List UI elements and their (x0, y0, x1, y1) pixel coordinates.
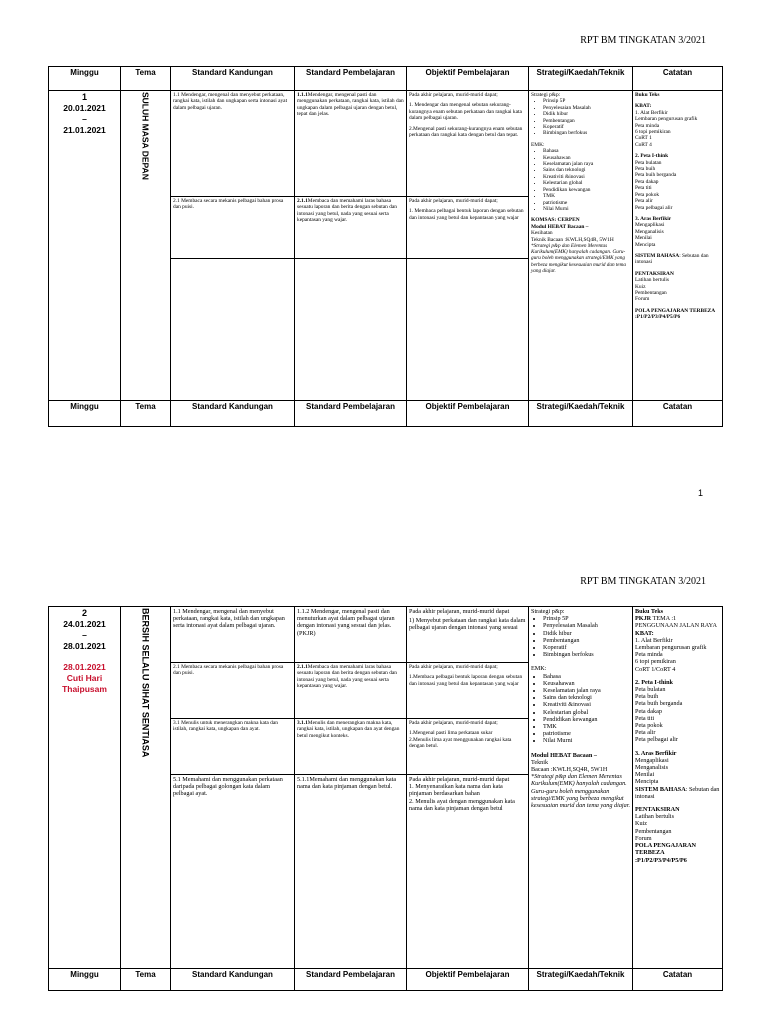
op-line: 1. Membaca pelbagai bentuk laporan dengan sebutan dan intonasi yang betul dan kepantasan yang wajar (409, 208, 524, 221)
empty-cell (407, 259, 529, 401)
sp-text: Mendengar, mengenal pasti dan menggunakan perkataan, rangkai kata, istilah dan ungkapan dalam pelbagai ujaran dengan betul, tepat dan jelas. (297, 92, 404, 118)
kbat-title: KBAT: (635, 103, 652, 110)
week-cell (49, 607, 121, 969)
catatan-cell (633, 607, 723, 969)
emk-list (531, 673, 630, 745)
peta-item: Peta bulatan (635, 159, 662, 166)
sp-cell (295, 91, 407, 197)
table-row (49, 607, 723, 663)
sk-cell: 5.1 Memahami dan menggunakan perkataan daripada pelbagai golongan kata dalam pelbagai ayat. (171, 775, 295, 969)
aras-item: Menilai (635, 235, 652, 242)
list-item: • Kreativiti &inovasi (543, 701, 630, 708)
pent-item: Pembentangan (635, 289, 667, 296)
op-line: Pada akhir pelajaran, murid-murid dapat; (409, 720, 498, 726)
week-number: 2 (81, 608, 87, 618)
catatan-cell (633, 91, 723, 401)
pent-item: Forum (635, 296, 650, 303)
col-strategi: Strategi/Kaedah/Teknik (529, 969, 633, 991)
page-header: RPT BM TINGKATAN 3/2021 (580, 35, 706, 46)
op-cell (407, 663, 529, 719)
strategi-note: *Strategi p&p dan Elemen Merentas Kurikulum(EMK) hanyalah cadangan. Guru-guru boleh menggunakan strategi/EMK yang berbeza mengikut kesesuaian murid dan tema yang diajar. (531, 242, 626, 274)
peta-item: Peta titi (635, 714, 655, 722)
page-header: RPT BM TINGKATAN 3/2021 (580, 576, 706, 587)
strategi-note: *Strategi p&p dan Elemen Merentas Kurikulum(EMK) hanyalah cadangan. Guru-guru boleh menggunakan strategi/EMK yang berbeza mengikut kesesuaian murid dan tema yang diajar. (531, 773, 630, 810)
kbat-title: KBAT: (635, 629, 654, 637)
peta-item: Peta buih berganda (635, 172, 677, 179)
kbat-item: 6 topi pemikiran (635, 658, 676, 666)
list-item: • Sains dan teknologi (543, 694, 630, 701)
kbat-item: CoRT 1 (635, 135, 652, 142)
tema-text: BERSIH SELALU SIHAT SENTIASA (140, 608, 151, 758)
kbat-item: Lembaran pengurusan grafik (635, 644, 707, 652)
page-number: 1 (698, 488, 704, 498)
strategi-title: Strategi p&p: (531, 608, 565, 615)
aras-title: 3. Aras Berfikir (635, 749, 677, 757)
modul-hebat: Modul HEBAT Bacaan – (531, 751, 597, 759)
op-line: 1. Menyenaraikan kata nama dan kata pinjaman berdasarkan bahan (409, 783, 503, 798)
kbat-item: Lembaran pengurusan grafik (635, 116, 698, 123)
emk-title: EMK: (531, 141, 545, 148)
pent-item: Latihan bertulis (635, 277, 669, 284)
col-standard-kandungan: Standard Kandungan (171, 67, 295, 91)
col-strategi: Strategi/Kaedah/Teknik (529, 67, 633, 91)
list-item: • Prinsip 5P (543, 98, 630, 104)
kbat-item: CoRT 4 (635, 141, 652, 148)
pent-item: Kuiz (635, 820, 648, 828)
col-minggu: Minggu (49, 67, 121, 91)
teknik-bacaan: Teknik Bacaan :KWLH,SQ4R, 5W1H (531, 236, 614, 243)
modul-sub: Teknik (531, 758, 549, 766)
kbat-item: 1. Alat Berfikir (635, 636, 673, 644)
col-objektif-pembelajaran: Objektif Pembelajaran (407, 969, 529, 991)
list-item: • Bimbingan berfokus (543, 651, 630, 658)
sp-cell (295, 197, 407, 259)
emk-list (531, 148, 630, 212)
col-minggu: Minggu (49, 401, 121, 427)
kbat-item: 1. Alat Berfikir (635, 109, 668, 116)
kbat-item: 6 topi pemikiran (635, 129, 671, 136)
strategi-cell (529, 91, 633, 401)
pkjr-title: PKJR (635, 615, 652, 623)
sk-cell: 2.1 Membaca secara mekanis pelbagai bahan prosa dan puisi. (171, 197, 295, 259)
peta-item: Peta buih berganda (635, 700, 683, 708)
list-item: • TMK (543, 193, 630, 199)
aras-item: Mencipta (635, 778, 659, 786)
sp-code: 3.1.1 (297, 720, 308, 726)
list-item: • Pendidikan kewangan (543, 187, 630, 193)
week-start: 24.01.2021 (63, 619, 106, 629)
holiday-label: Thaipusam (62, 684, 107, 694)
peta-item: Peta buih (635, 166, 656, 173)
sk-cell: 3.1 Menulis untuk menerangkan makna kata dan istilah, rangkai kata, ungkapan dan ayat. (171, 719, 295, 775)
col-tema: Tema (121, 67, 171, 91)
rpt-table-page1 (48, 66, 723, 427)
op-cell (407, 197, 529, 259)
list-item: • patriotisme (543, 730, 630, 737)
sk-cell: 2.1 Membaca secara mekanis pelbagai bahan prosa dan puisi. (171, 663, 295, 719)
modul-sub: Kesihatan (531, 230, 553, 237)
pola-value: :P1/P2/P3/P4/P5/P6 (635, 856, 687, 864)
list-item: • Nilai Murni (543, 206, 630, 212)
col-objektif-pembelajaran: Objektif Pembelajaran (407, 67, 529, 91)
footer-row (49, 969, 723, 991)
list-item: • Koperatif (543, 644, 630, 651)
sp-cell: 5.1.1Memahami dan menggunakan kata nama dan kata pinjaman dengan betul. (295, 775, 407, 969)
col-standard-kandungan: Standard Kandungan (171, 401, 295, 427)
peta-title: 2. Peta I-think (635, 153, 669, 160)
week-end: 21.01.2021 (63, 125, 106, 135)
sistem-bahasa (635, 786, 720, 800)
aras-item: Mengaplikasi (635, 222, 665, 229)
week-number: 1 (81, 92, 87, 102)
list-item: • Keusahawan (543, 680, 630, 687)
peta-item: Peta dakap (635, 707, 662, 715)
buku-teks: Buku Teks (635, 92, 660, 98)
op-line: Pada akhir pelajaran, murid-murid dapat (409, 608, 510, 615)
peta-item: Peta titi (635, 185, 652, 192)
tema-text: SULUH MASA DEPAN (140, 92, 151, 180)
list-item: • Pendidikan kewangan (543, 716, 630, 723)
list-item: • Kreativiti &inovasi (543, 174, 630, 180)
op-line: 1.Mengenal pasti lima perkataan sukar (409, 730, 493, 737)
table-row (49, 91, 723, 197)
sistem-text: : Sebutan dan intonasi (635, 785, 720, 800)
peta-item: Peta alir (635, 198, 653, 205)
aras-item: Mengaplikasi (635, 756, 669, 764)
list-item: • Keselamatan jalan raya (543, 161, 630, 167)
sistem-text: : Sebutan dan intonasi (635, 252, 709, 266)
peta-item: Peta pelbagai alir (635, 736, 678, 744)
pent-item: Latihan bertulis (635, 813, 675, 821)
col-standard-pembelajaran: Standard Pembelajaran (295, 401, 407, 427)
op-line: 1) Menyebut perkataan dan rangkai kata dalam pelbagai ujaran dengan intonasi yang sesuai (409, 617, 526, 632)
tema-cell (121, 91, 171, 401)
strategi-list (531, 615, 630, 658)
list-item: • Keusahawan (543, 155, 630, 161)
peta-item: Peta pokok (635, 191, 660, 198)
col-standard-kandungan: Standard Kandungan (171, 969, 295, 991)
pent-item: Pembentangan (635, 827, 672, 835)
sp-code: 2.1.1 (297, 198, 308, 204)
col-tema: Tema (121, 401, 171, 427)
sistem-title: SISTEM BAHASA (635, 785, 686, 793)
peta-title: 2. Peta I-think (635, 678, 673, 686)
sp-text: Membaca dan memahami laras bahasa sesuatu laporan dan berita dengan sebutan dan intonasi yang betul, nada yang sesuai serta kepantasan yang wajar. (297, 664, 397, 690)
sp-cell (295, 663, 407, 719)
list-item: • Didik hibur (543, 630, 630, 637)
pent-item: Forum (635, 834, 652, 842)
strategi-cell (529, 607, 633, 969)
aras-item: Menilai (635, 771, 655, 779)
col-catatan: Catatan (633, 67, 723, 91)
week-start: 20.01.2021 (63, 103, 106, 113)
list-item: • Penyelesaian Masalah (543, 622, 630, 629)
empty-cell (171, 259, 295, 401)
peta-item: Peta bulatan (635, 686, 666, 694)
list-item: • Sains dan teknologi (543, 167, 630, 173)
aras-title: 3. Aras Berfikir (635, 215, 672, 222)
list-item: • Pembentangan (543, 637, 630, 644)
pola-title: POLA PENGAJARAN TERBEZA (635, 842, 697, 857)
empty-cell (295, 259, 407, 401)
week-dash: – (82, 114, 87, 124)
list-item: • Keselamatan jalan raya (543, 687, 630, 694)
sp-cell: 1.1.2 Mendengar, mengenal pasti dan menuturkan ayat dalam pelbagai ujaran dengan intonasi yang sesuai dan jelas.(PKJR) (295, 607, 407, 663)
week-cell (49, 91, 121, 401)
sk-cell: 1.1 Mendengar, mengenal dan menyebut perkataan, rangkai kata, istilah dan ungkapan serta intonasi ayat dalam pelbagai ujaran. (171, 607, 295, 663)
op-cell (407, 775, 529, 969)
list-item: • Nilai Murni (543, 737, 630, 744)
sp-text: Membaca dan memahami laras bahasa sesuatu laporan dan berita dengan sebutan dan intonasi yang betul, nada yang sesuai serta kepantasan yang wajar. (297, 198, 397, 224)
peta-item: Peta pokok (635, 722, 663, 730)
list-item: • Kelestarian global (543, 709, 630, 716)
teknik-bacaan: Bacaan :KWLH,SQ4R, 5W1H (531, 766, 608, 774)
col-minggu: Minggu (49, 969, 121, 991)
peta-item: Peta buih (635, 693, 659, 701)
col-strategi: Strategi/Kaedah/Teknik (529, 401, 633, 427)
sk-cell: 1.1 Mendengar, mengenal dan menyebut perkataan, rangkai kata, istilah dan ungkapan serta intonasi ayat dalam pelbagai ujaran. (171, 91, 295, 197)
sp-code: 1.1.1 (297, 92, 308, 98)
tema-cell (121, 607, 171, 969)
aras-item: Menganalisis (635, 228, 664, 235)
op-cell (407, 719, 529, 775)
col-catatan: Catatan (633, 969, 723, 991)
pentaksiran-title: PENTAKSIRAN (635, 270, 674, 277)
holiday-date: 28.01.2021 (63, 662, 106, 672)
aras-item: Menganalisis (635, 764, 668, 772)
pola-value: :P1/P2/P3/P4/P5/P6 (635, 314, 681, 321)
sistem-title: SISTEM BAHASA (635, 252, 680, 259)
op-cell (407, 91, 529, 197)
rpt-table-page2 (48, 606, 723, 991)
kbat-item: Peta minda (635, 122, 660, 129)
op-line: 2.Menulis lima ayat menggunakan rangkai kata dengan betul. (409, 736, 512, 750)
list-item: • Penyelesaian Masalah (543, 105, 630, 111)
list-item: • Bahasa (543, 148, 630, 154)
col-objektif-pembelajaran: Objektif Pembelajaran (407, 401, 529, 427)
list-item: • Bimbingan berfokus (543, 130, 630, 136)
strategi-title: Strategi p&p: (531, 92, 561, 98)
header-row (49, 67, 723, 91)
sp-text: Menulis dan menerangkan makna kata, rangkai kata, istilah, ungkapan dan ayat dengan betul mengikut konteks. (297, 720, 400, 739)
op-line: Pada akhir pelajaran, murid-murid dapat; (409, 664, 498, 670)
op-line: Pada akhir pelajaran, murid-murid dapat (409, 776, 510, 783)
sp-cell (295, 719, 407, 775)
week-dash: – (82, 630, 87, 640)
op-line: Pada akhir pelajaran, murid-murid dapat; (409, 198, 498, 204)
footer-row (49, 401, 723, 427)
list-item: • Didik hibur (543, 111, 630, 117)
kbat-item: CoRT 1/CoRT 4 (635, 665, 676, 673)
op-line: 1. Mendengar dan mengenal sebutan sekurang-kurangnya enam sebutan perkataan dan rangkai kata dalam pelbagai ujaran. (409, 102, 522, 122)
pentaksiran-title: PENTAKSIRAN (635, 806, 680, 814)
op-line: 2.Mengenal pasti sekurang-kurangnya enam sebutan perkataan dan rangkai kata dengan betul dan tepat. (409, 125, 523, 139)
list-item: • Koperatif (543, 124, 630, 130)
list-item: • Kelestarian global (543, 180, 630, 186)
pola-title: POLA PENGAJARAN TERBEZA (635, 307, 716, 314)
strategi-list (531, 98, 630, 136)
list-item: • TMK (543, 723, 630, 730)
komsas: KOMSAS: CERPEN (531, 217, 580, 224)
peta-item: Peta pelbagai alir (635, 204, 673, 211)
peta-item: Peta dakap (635, 178, 659, 185)
op-line: Pada akhir pelajaran, murid-murid dapat; (409, 92, 498, 98)
kbat-item: Peta minda (635, 651, 663, 659)
pkjr (635, 615, 720, 629)
op-cell (407, 607, 529, 663)
sp-code: 2.1.1 (297, 664, 308, 670)
list-item: • Prinsip 5P (543, 615, 630, 622)
col-standard-pembelajaran: Standard Pembelajaran (295, 67, 407, 91)
pent-item: Kuiz (635, 283, 646, 290)
sistem-bahasa (635, 253, 720, 266)
list-item: • Pembentangan (543, 118, 630, 124)
pkjr-text: TEMA :1 PENGGUNAAN JALAN RAYA (635, 615, 717, 630)
emk-title: EMK: (531, 665, 547, 673)
list-item: • Bahasa (543, 673, 630, 680)
op-line: 1.Membaca pelbagai bentuk laporan dengan sebutan dan intonasi yang betul dan kepantasan yang wajar (409, 674, 523, 687)
op-line: 2. Menulis ayat dengan menggunakan kata nama dan kata pinjaman dengan betul (409, 797, 515, 812)
col-catatan: Catatan (633, 401, 723, 427)
peta-item: Peta alir (635, 729, 656, 737)
aras-item: Mencipta (635, 241, 656, 248)
modul-hebat: Modul HEBAT Bacaan – (531, 223, 589, 230)
col-standard-pembelajaran: Standard Pembelajaran (295, 969, 407, 991)
week-end: 28.01.2021 (63, 641, 106, 651)
holiday-label: Cuti Hari (66, 673, 103, 683)
col-tema: Tema (121, 969, 171, 991)
buku-teks: Buku Teks (635, 608, 664, 615)
list-item: • patriotisme (543, 200, 630, 206)
